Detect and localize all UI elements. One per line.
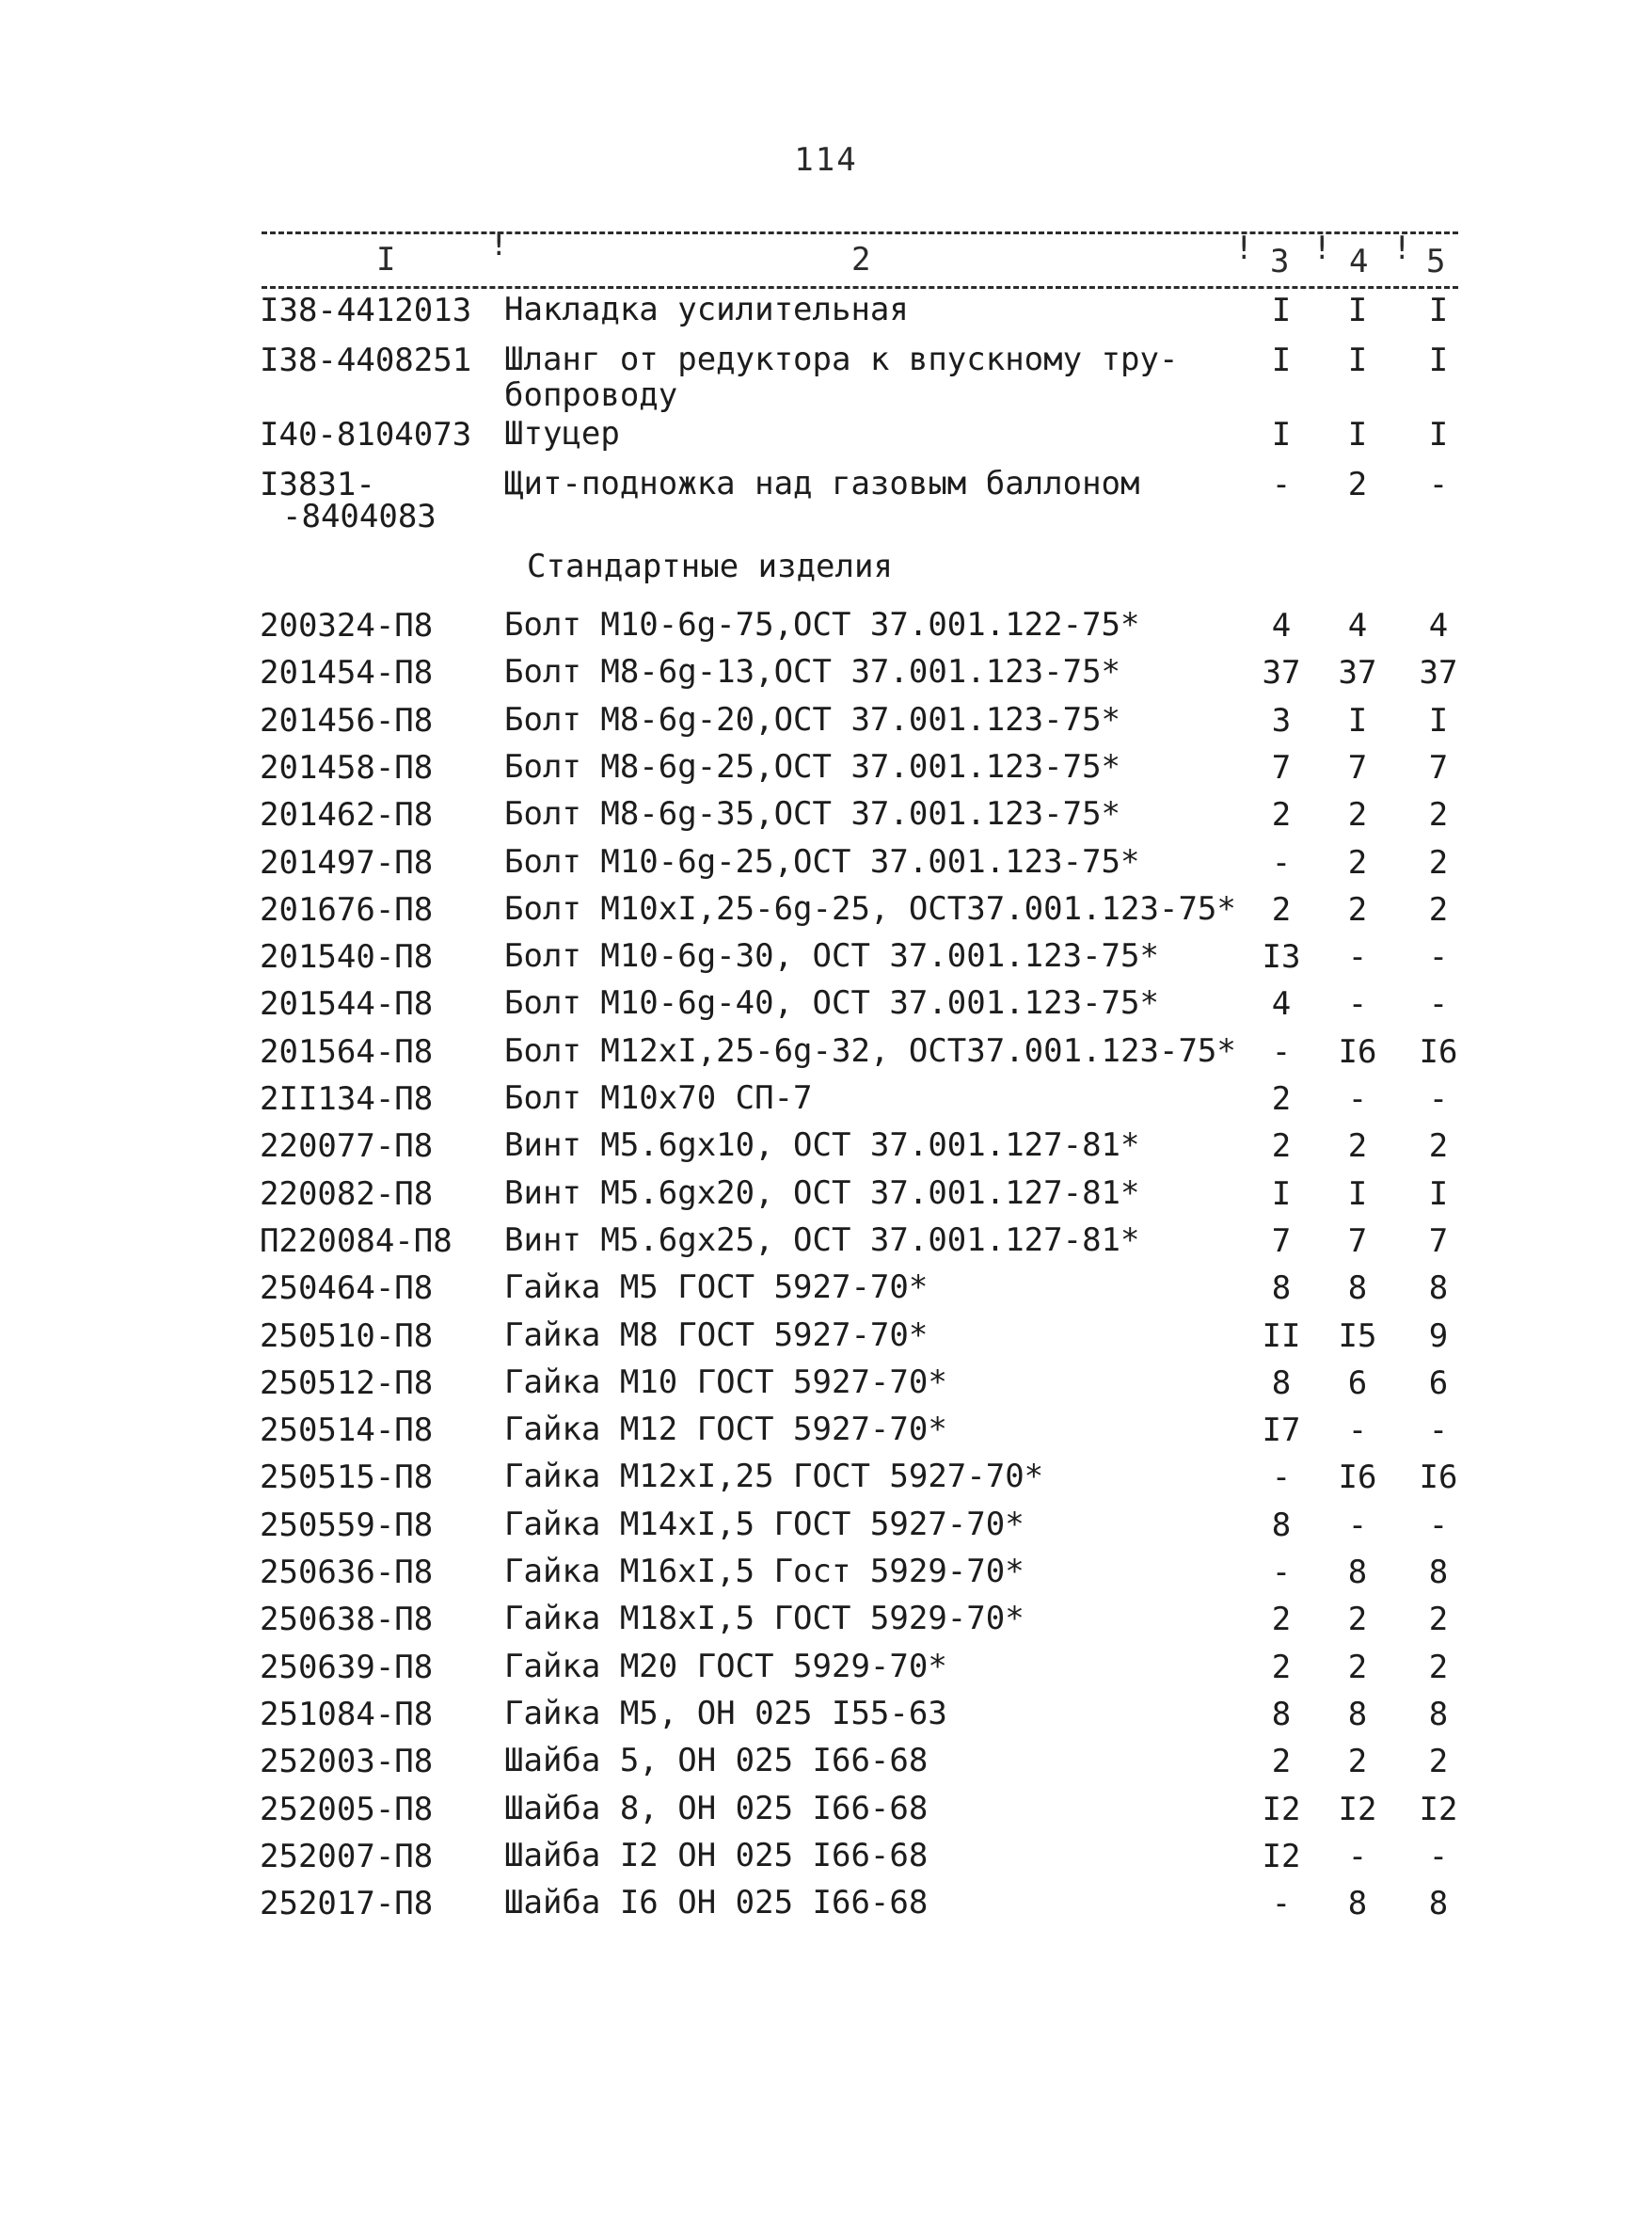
- part-name: Винт М5.6gх25, ОСТ 37.001.127-81*: [504, 1221, 1140, 1259]
- qty-col-5: -: [1428, 1507, 1449, 1544]
- qty-col-3: -: [1271, 1885, 1292, 1922]
- qty-col-4: 2: [1347, 466, 1368, 503]
- part-name: Гайка М18хI,5 ГОСТ 5929-70*: [504, 1600, 1025, 1637]
- qty-col-4: I: [1347, 702, 1368, 740]
- part-code: I40-8104073: [260, 416, 472, 454]
- part-code: 250638-П8: [260, 1601, 434, 1638]
- header-separator: !: [1234, 230, 1254, 267]
- qty-col-4: -: [1347, 985, 1368, 1023]
- page-number: 114: [794, 141, 858, 179]
- header-bottom-rule: [262, 286, 1458, 289]
- part-code: 201564-П8: [260, 1033, 434, 1071]
- qty-col-4: 2: [1347, 1649, 1368, 1686]
- qty-col-3: 4: [1271, 607, 1292, 645]
- header-top-rule: [262, 231, 1458, 234]
- qty-col-3: 2: [1271, 1127, 1292, 1165]
- qty-col-5: I: [1428, 416, 1449, 454]
- qty-col-3: 2: [1271, 891, 1292, 929]
- qty-col-5: -: [1428, 1080, 1449, 1118]
- qty-col-5: 9: [1428, 1317, 1449, 1355]
- qty-col-3: I3: [1262, 938, 1301, 976]
- part-code: 250559-П8: [260, 1507, 434, 1544]
- part-name: Болт М8-6g-25,ОСТ 37.001.123-75*: [504, 748, 1121, 786]
- part-code: I38-4408251: [260, 342, 472, 379]
- part-name: Гайка М8 ГОСТ 5927-70*: [504, 1316, 929, 1354]
- qty-col-5: I6: [1419, 1033, 1458, 1071]
- qty-col-3: 4: [1271, 985, 1292, 1023]
- qty-col-5: I: [1428, 292, 1449, 329]
- part-code: 201544-П8: [260, 985, 434, 1023]
- part-name: Гайка М5, ОН 025 I55-63: [504, 1695, 947, 1732]
- qty-col-5: 2: [1428, 1127, 1449, 1165]
- part-code: 201456-П8: [260, 702, 434, 740]
- qty-col-4: I6: [1338, 1459, 1377, 1496]
- qty-col-3: -: [1271, 1554, 1292, 1591]
- part-name: Гайка М12 ГОСТ 5927-70*: [504, 1411, 947, 1448]
- qty-col-3: -: [1271, 1033, 1292, 1071]
- qty-col-4: I2: [1338, 1791, 1377, 1828]
- part-code: 200324-П8: [260, 607, 434, 645]
- qty-col-4: 4: [1347, 607, 1368, 645]
- qty-col-5: I2: [1419, 1791, 1458, 1828]
- qty-col-5: 2: [1428, 1743, 1449, 1780]
- qty-col-3: I: [1271, 292, 1292, 329]
- part-code: I38-4412013: [260, 292, 472, 329]
- qty-col-5: I: [1428, 702, 1449, 740]
- part-code: 201454-П8: [260, 654, 434, 692]
- part-code: 252017-П8: [260, 1885, 434, 1922]
- qty-col-4: 2: [1347, 1127, 1368, 1165]
- qty-col-5: -: [1428, 985, 1449, 1023]
- qty-col-5: 7: [1428, 1222, 1449, 1260]
- qty-col-4: -: [1347, 1411, 1368, 1449]
- part-name: Болт М8-6g-13,ОСТ 37.001.123-75*: [504, 653, 1121, 691]
- qty-col-5: 2: [1428, 891, 1449, 929]
- part-code: 250515-П8: [260, 1459, 434, 1496]
- qty-col-3: 2: [1271, 1601, 1292, 1638]
- qty-col-3: -: [1271, 1459, 1292, 1496]
- part-code: 252005-П8: [260, 1791, 434, 1828]
- qty-col-3: 37: [1262, 654, 1301, 692]
- qty-col-5: -: [1428, 938, 1449, 976]
- qty-col-3: 2: [1271, 1080, 1292, 1118]
- part-name: Болт М10-6g-30, ОСТ 37.001.123-75*: [504, 937, 1159, 975]
- section-title: Стандартные изделия: [527, 548, 893, 585]
- header-separator: !: [489, 226, 509, 263]
- qty-col-4: 2: [1347, 1601, 1368, 1638]
- qty-col-4: I6: [1338, 1033, 1377, 1071]
- qty-col-5: 2: [1428, 1649, 1449, 1686]
- part-code: 252003-П8: [260, 1743, 434, 1780]
- part-code: 250514-П8: [260, 1411, 434, 1449]
- qty-col-5: I6: [1419, 1459, 1458, 1496]
- part-code: 201458-П8: [260, 749, 434, 787]
- qty-col-3: -: [1271, 466, 1292, 503]
- part-code: I3831-: [260, 466, 375, 503]
- qty-col-5: -: [1428, 1411, 1449, 1449]
- part-code: 2II134-П8: [260, 1080, 434, 1118]
- header-separator: !: [1312, 230, 1332, 267]
- qty-col-3: I: [1271, 416, 1292, 454]
- part-name: Накладка усилительная: [504, 291, 909, 328]
- qty-col-3: I7: [1262, 1411, 1301, 1449]
- part-code: 220077-П8: [260, 1127, 434, 1165]
- part-code: 201497-П8: [260, 844, 434, 882]
- part-name: Болт М10-6g-40, ОСТ 37.001.123-75*: [504, 984, 1159, 1022]
- part-name: Шайба 8, ОН 025 I66-68: [504, 1790, 929, 1827]
- part-code: 251084-П8: [260, 1696, 434, 1733]
- qty-col-3: -: [1271, 844, 1292, 882]
- col-header-qty-4: 4: [1349, 243, 1369, 280]
- qty-col-4: 2: [1347, 891, 1368, 929]
- part-name: Шланг от редуктора к впускному тру-бопроводу: [504, 341, 1179, 414]
- qty-col-4: 2: [1347, 844, 1368, 882]
- qty-col-5: I: [1428, 342, 1449, 379]
- qty-col-4: 37: [1338, 654, 1377, 692]
- qty-col-5: -: [1428, 1838, 1449, 1875]
- header-separator: !: [1392, 230, 1412, 267]
- qty-col-5: -: [1428, 466, 1449, 503]
- qty-col-5: 2: [1428, 1601, 1449, 1638]
- qty-col-5: 8: [1428, 1696, 1449, 1733]
- part-name: Винт М5.6gх20, ОСТ 37.001.127-81*: [504, 1174, 1140, 1212]
- qty-col-4: -: [1347, 938, 1368, 976]
- part-name: Болт М8-6g-20,ОСТ 37.001.123-75*: [504, 701, 1121, 739]
- part-name: Щит-подножка над газовым баллоном: [504, 465, 1140, 502]
- part-name: Штуцер: [504, 415, 620, 453]
- col-header-qty-5: 5: [1426, 243, 1446, 280]
- part-code: 250636-П8: [260, 1554, 434, 1591]
- part-name: Гайка М16хI,5 Гост 5929-70*: [504, 1553, 1025, 1590]
- qty-col-4: I: [1347, 1175, 1368, 1213]
- qty-col-3: I: [1271, 342, 1292, 379]
- part-code: 250512-П8: [260, 1364, 434, 1402]
- part-code: 220082-П8: [260, 1175, 434, 1213]
- part-name: Гайка М10 ГОСТ 5927-70*: [504, 1363, 947, 1401]
- part-code: П220084-П8: [260, 1222, 453, 1260]
- qty-col-4: -: [1347, 1838, 1368, 1875]
- qty-col-4: 7: [1347, 1222, 1368, 1260]
- qty-col-4: 2: [1347, 796, 1368, 834]
- qty-col-3: II: [1262, 1317, 1301, 1355]
- qty-col-5: I: [1428, 1175, 1449, 1213]
- qty-col-3: 3: [1271, 702, 1292, 740]
- qty-col-3: I2: [1262, 1838, 1301, 1875]
- part-name: Болт М10хI,25-6g-25, ОСТ37.001.123-75*: [504, 890, 1236, 928]
- qty-col-5: 2: [1428, 844, 1449, 882]
- part-name: Шайба 5, ОН 025 I66-68: [504, 1742, 929, 1779]
- part-code: 250464-П8: [260, 1269, 434, 1307]
- qty-col-4: -: [1347, 1507, 1368, 1544]
- col-header-name: 2: [851, 241, 871, 279]
- qty-col-4: I: [1347, 342, 1368, 379]
- col-header-designation: I: [376, 241, 396, 279]
- qty-col-3: 8: [1271, 1364, 1292, 1402]
- part-name: Винт М5.6gх10, ОСТ 37.001.127-81*: [504, 1126, 1140, 1164]
- qty-col-5: 37: [1419, 654, 1458, 692]
- part-name: Гайка М5 ГОСТ 5927-70*: [504, 1268, 929, 1306]
- part-name: Болт М10-6g-75,ОСТ 37.001.122-75*: [504, 606, 1140, 644]
- qty-col-3: 2: [1271, 1743, 1292, 1780]
- part-code: 250510-П8: [260, 1317, 434, 1355]
- part-code: 201676-П8: [260, 891, 434, 929]
- part-code: 250639-П8: [260, 1649, 434, 1686]
- part-name: Шайба I2 ОН 025 I66-68: [504, 1837, 929, 1874]
- part-name: Болт М8-6g-35,ОСТ 37.001.123-75*: [504, 795, 1121, 833]
- part-name: Болт М12хI,25-6g-32, ОСТ37.001.123-75*: [504, 1032, 1236, 1070]
- qty-col-5: 8: [1428, 1269, 1449, 1307]
- qty-col-4: 6: [1347, 1364, 1368, 1402]
- qty-col-4: 2: [1347, 1743, 1368, 1780]
- qty-col-3: 8: [1271, 1507, 1292, 1544]
- qty-col-3: I2: [1262, 1791, 1301, 1828]
- qty-col-4: -: [1347, 1080, 1368, 1118]
- qty-col-4: I: [1347, 292, 1368, 329]
- qty-col-5: 7: [1428, 749, 1449, 787]
- qty-col-5: 8: [1428, 1554, 1449, 1591]
- qty-col-4: I5: [1338, 1317, 1377, 1355]
- qty-col-5: 6: [1428, 1364, 1449, 1402]
- qty-col-3: 2: [1271, 796, 1292, 834]
- part-code: 201540-П8: [260, 938, 434, 976]
- qty-col-5: 2: [1428, 796, 1449, 834]
- qty-col-3: 7: [1271, 749, 1292, 787]
- qty-col-3: I: [1271, 1175, 1292, 1213]
- qty-col-4: I: [1347, 416, 1368, 454]
- part-name: Гайка М20 ГОСТ 5929-70*: [504, 1648, 947, 1685]
- qty-col-4: 8: [1347, 1269, 1368, 1307]
- part-name: Гайка М14хI,5 ГОСТ 5927-70*: [504, 1506, 1025, 1543]
- part-code: 252007-П8: [260, 1838, 434, 1875]
- part-name: Болт М10х70 СП-7: [504, 1079, 813, 1117]
- part-name: Шайба I6 ОН 025 I66-68: [504, 1884, 929, 1921]
- qty-col-3: 8: [1271, 1269, 1292, 1307]
- qty-col-4: 8: [1347, 1696, 1368, 1733]
- qty-col-5: 4: [1428, 607, 1449, 645]
- part-code: 201462-П8: [260, 796, 434, 834]
- qty-col-4: 7: [1347, 749, 1368, 787]
- col-header-qty-3: 3: [1270, 243, 1290, 280]
- qty-col-3: 7: [1271, 1222, 1292, 1260]
- part-name: Гайка М12хI,25 ГОСТ 5927-70*: [504, 1458, 1044, 1495]
- qty-col-4: 8: [1347, 1885, 1368, 1922]
- part-code-continued: -8404083: [282, 498, 437, 535]
- qty-col-5: 8: [1428, 1885, 1449, 1922]
- qty-col-3: 2: [1271, 1649, 1292, 1686]
- qty-col-3: 8: [1271, 1696, 1292, 1733]
- qty-col-4: 8: [1347, 1554, 1368, 1591]
- part-name: Болт М10-6g-25,ОСТ 37.001.123-75*: [504, 843, 1140, 881]
